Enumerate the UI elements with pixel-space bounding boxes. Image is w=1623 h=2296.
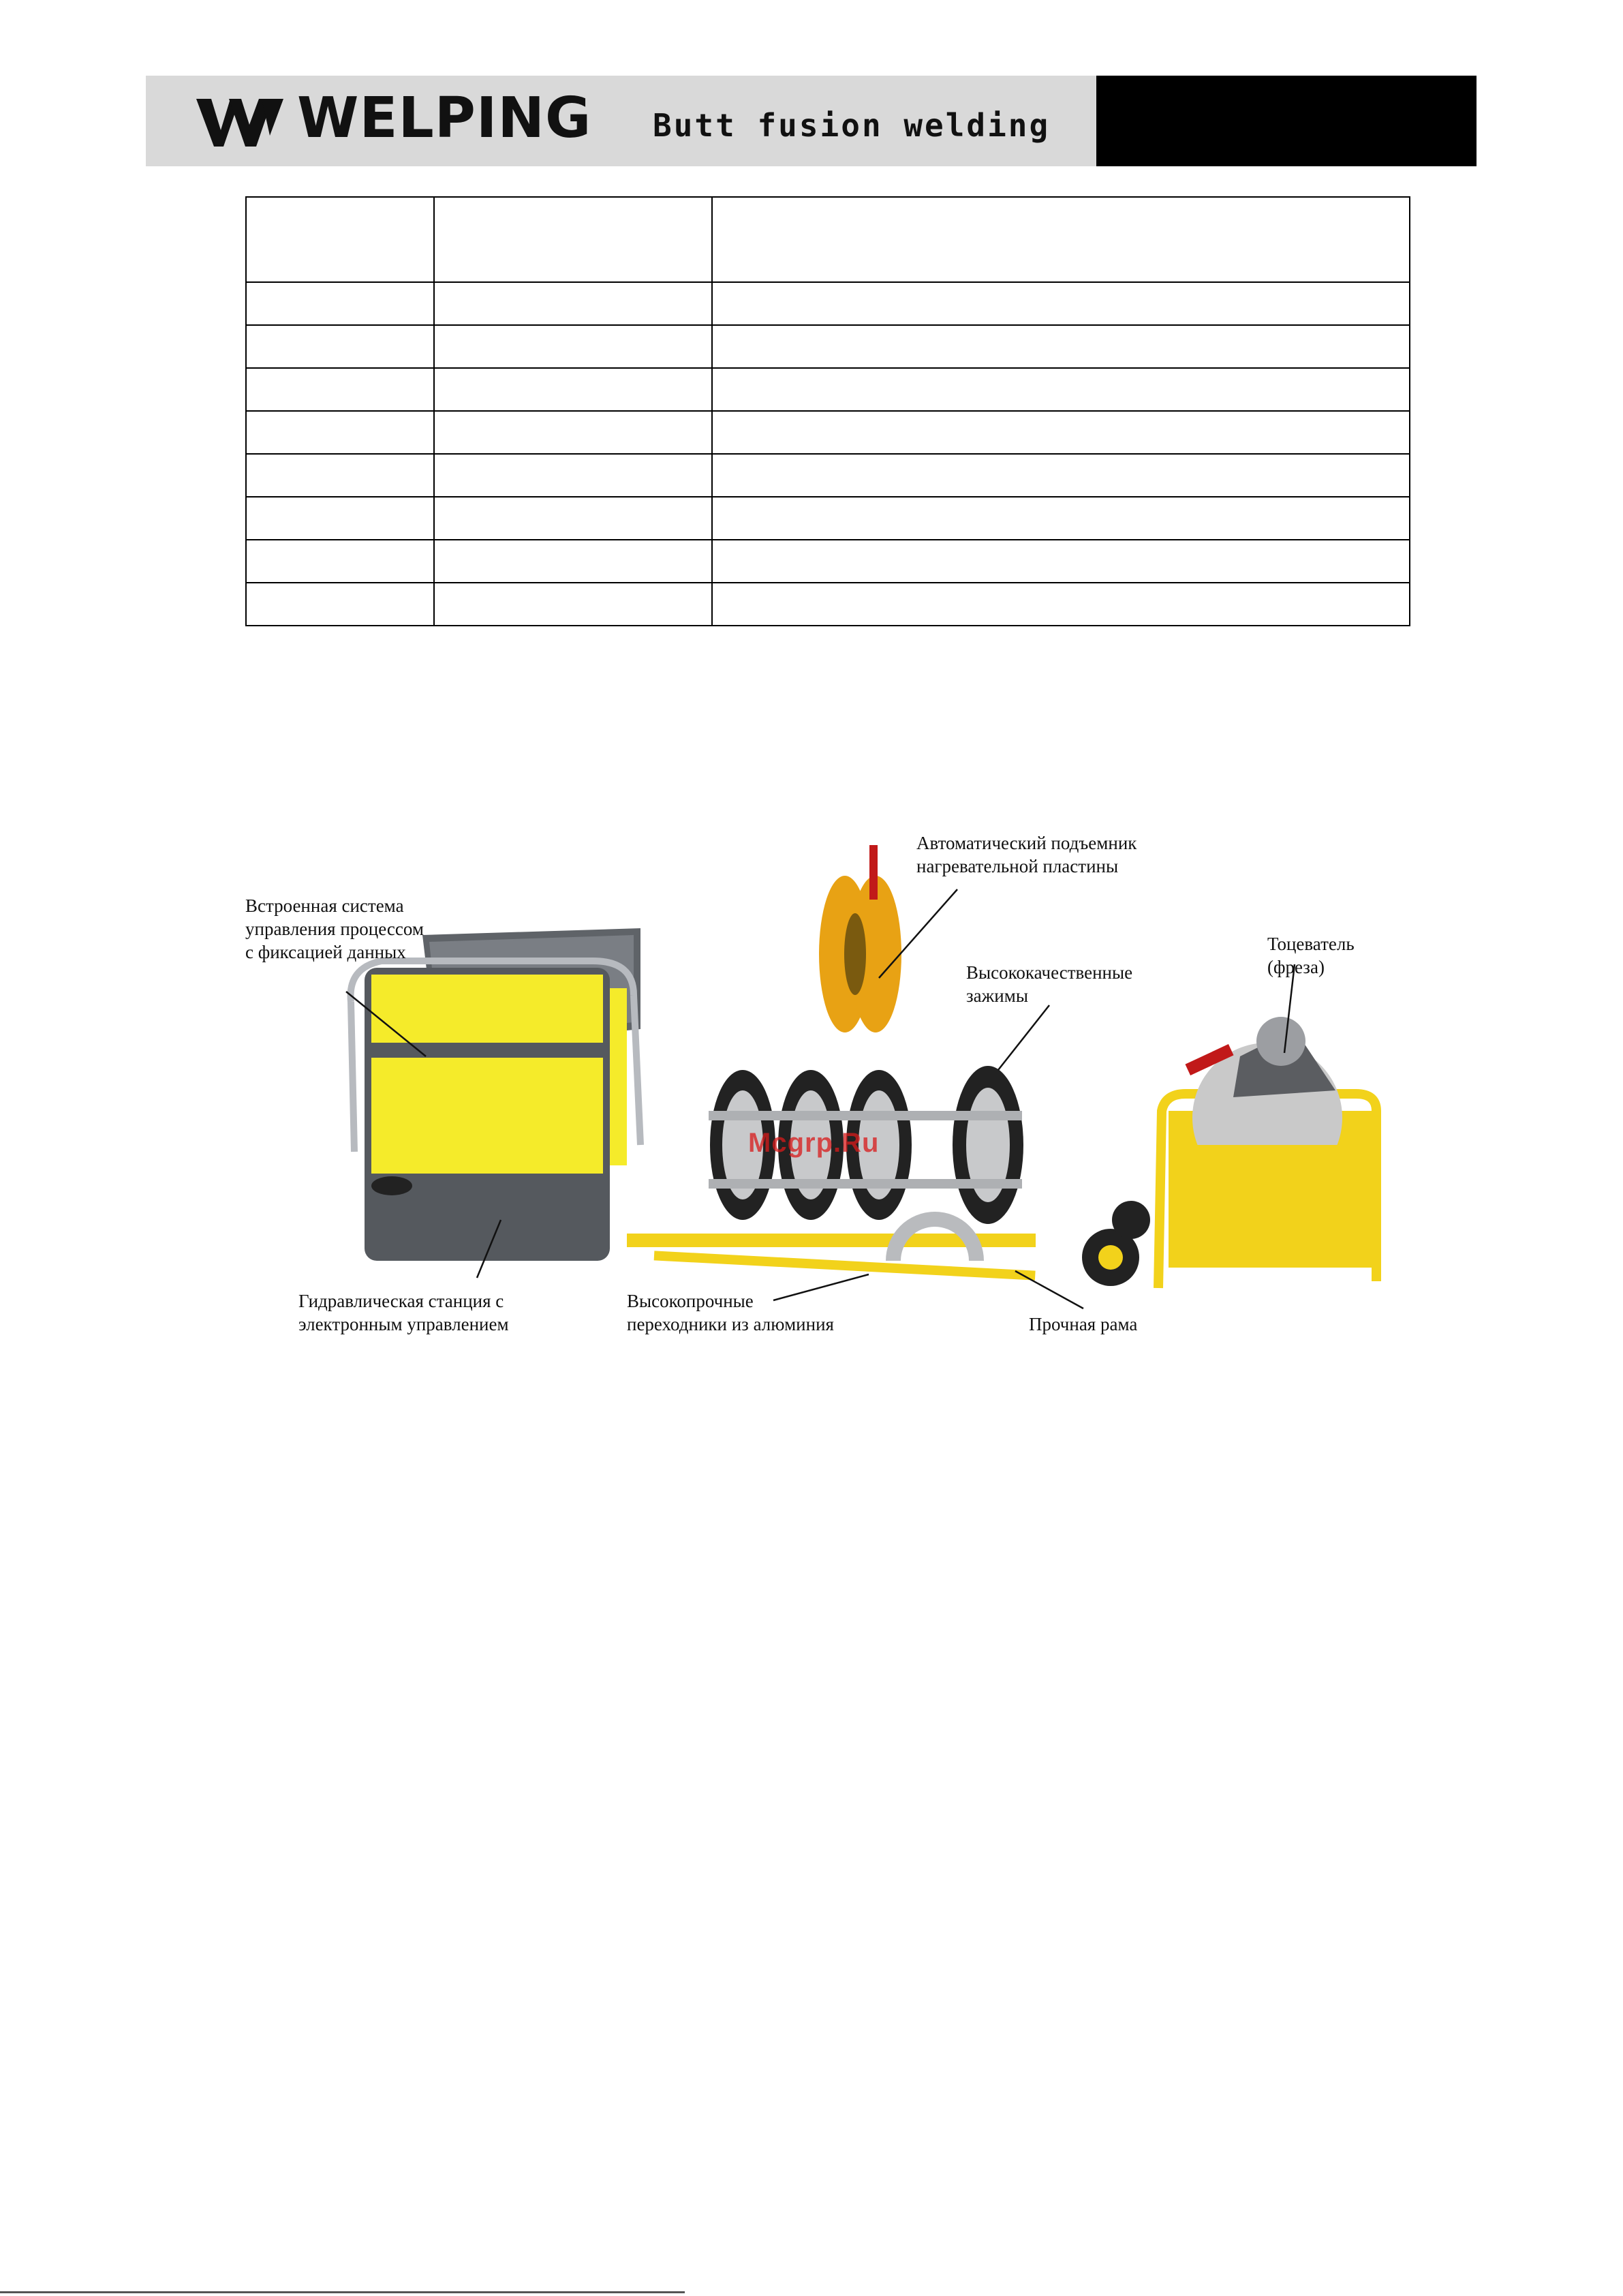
table-row <box>246 411 1410 454</box>
table-row <box>246 368 1410 411</box>
callout-control-system: Встроенная система управления процессом с фиксацией данных <box>245 896 424 962</box>
table-cell <box>434 411 712 454</box>
welding-machine-image <box>627 845 1150 1286</box>
spec-table <box>245 196 1410 626</box>
table-row <box>246 497 1410 540</box>
footer-rule <box>0 2291 685 2293</box>
table-row <box>246 583 1410 626</box>
table-cell <box>712 368 1410 411</box>
table-row <box>246 282 1410 325</box>
table-cell <box>434 368 712 411</box>
header-banner <box>146 76 1477 166</box>
header-subtitle: Butt fusion welding <box>653 107 1051 144</box>
welping-logo-icon <box>196 95 283 149</box>
table-cell <box>434 325 712 368</box>
table-cell <box>712 454 1410 497</box>
table-row <box>246 540 1410 583</box>
table-cell <box>712 411 1410 454</box>
callout-facer: Тоцеватель (фреза) <box>1267 934 1355 977</box>
table-cell <box>246 282 434 325</box>
callout-auto-lift: Автоматический подъемник нагревательной пластины <box>916 833 1137 876</box>
table-cell <box>246 454 434 497</box>
table-cell <box>434 197 712 282</box>
header-black-block <box>1096 76 1477 166</box>
table-cell <box>434 583 712 626</box>
table-cell <box>712 540 1410 583</box>
callout-adapters: Высокопрочные переходники из алюминия <box>627 1291 834 1334</box>
table-cell <box>246 497 434 540</box>
facer-image <box>1158 1017 1376 1288</box>
brand-name: WELPING <box>297 86 592 151</box>
callout-frame: Прочная рама <box>1029 1314 1138 1334</box>
table-cell <box>712 197 1410 282</box>
table-cell <box>434 282 712 325</box>
table-cell <box>246 540 434 583</box>
table-cell <box>712 497 1410 540</box>
table-cell <box>434 454 712 497</box>
table-cell <box>434 497 712 540</box>
table-cell <box>246 325 434 368</box>
callout-clamps: Высококачественные зажимы <box>966 962 1133 1006</box>
table-cell <box>246 368 434 411</box>
hydraulic-station-image <box>351 928 640 1261</box>
table-row <box>246 325 1410 368</box>
table-cell <box>246 411 434 454</box>
watermark-text: Mcgrp.Ru <box>748 1128 880 1158</box>
table-row <box>246 197 1410 282</box>
table-cell <box>246 583 434 626</box>
table-cell <box>434 540 712 583</box>
callout-hydraulic: Гидравлическая станция с электронным управлением <box>298 1291 509 1334</box>
table-cell <box>712 282 1410 325</box>
table-cell <box>712 325 1410 368</box>
table-cell <box>712 583 1410 626</box>
table-cell <box>246 197 434 282</box>
table-row <box>246 454 1410 497</box>
